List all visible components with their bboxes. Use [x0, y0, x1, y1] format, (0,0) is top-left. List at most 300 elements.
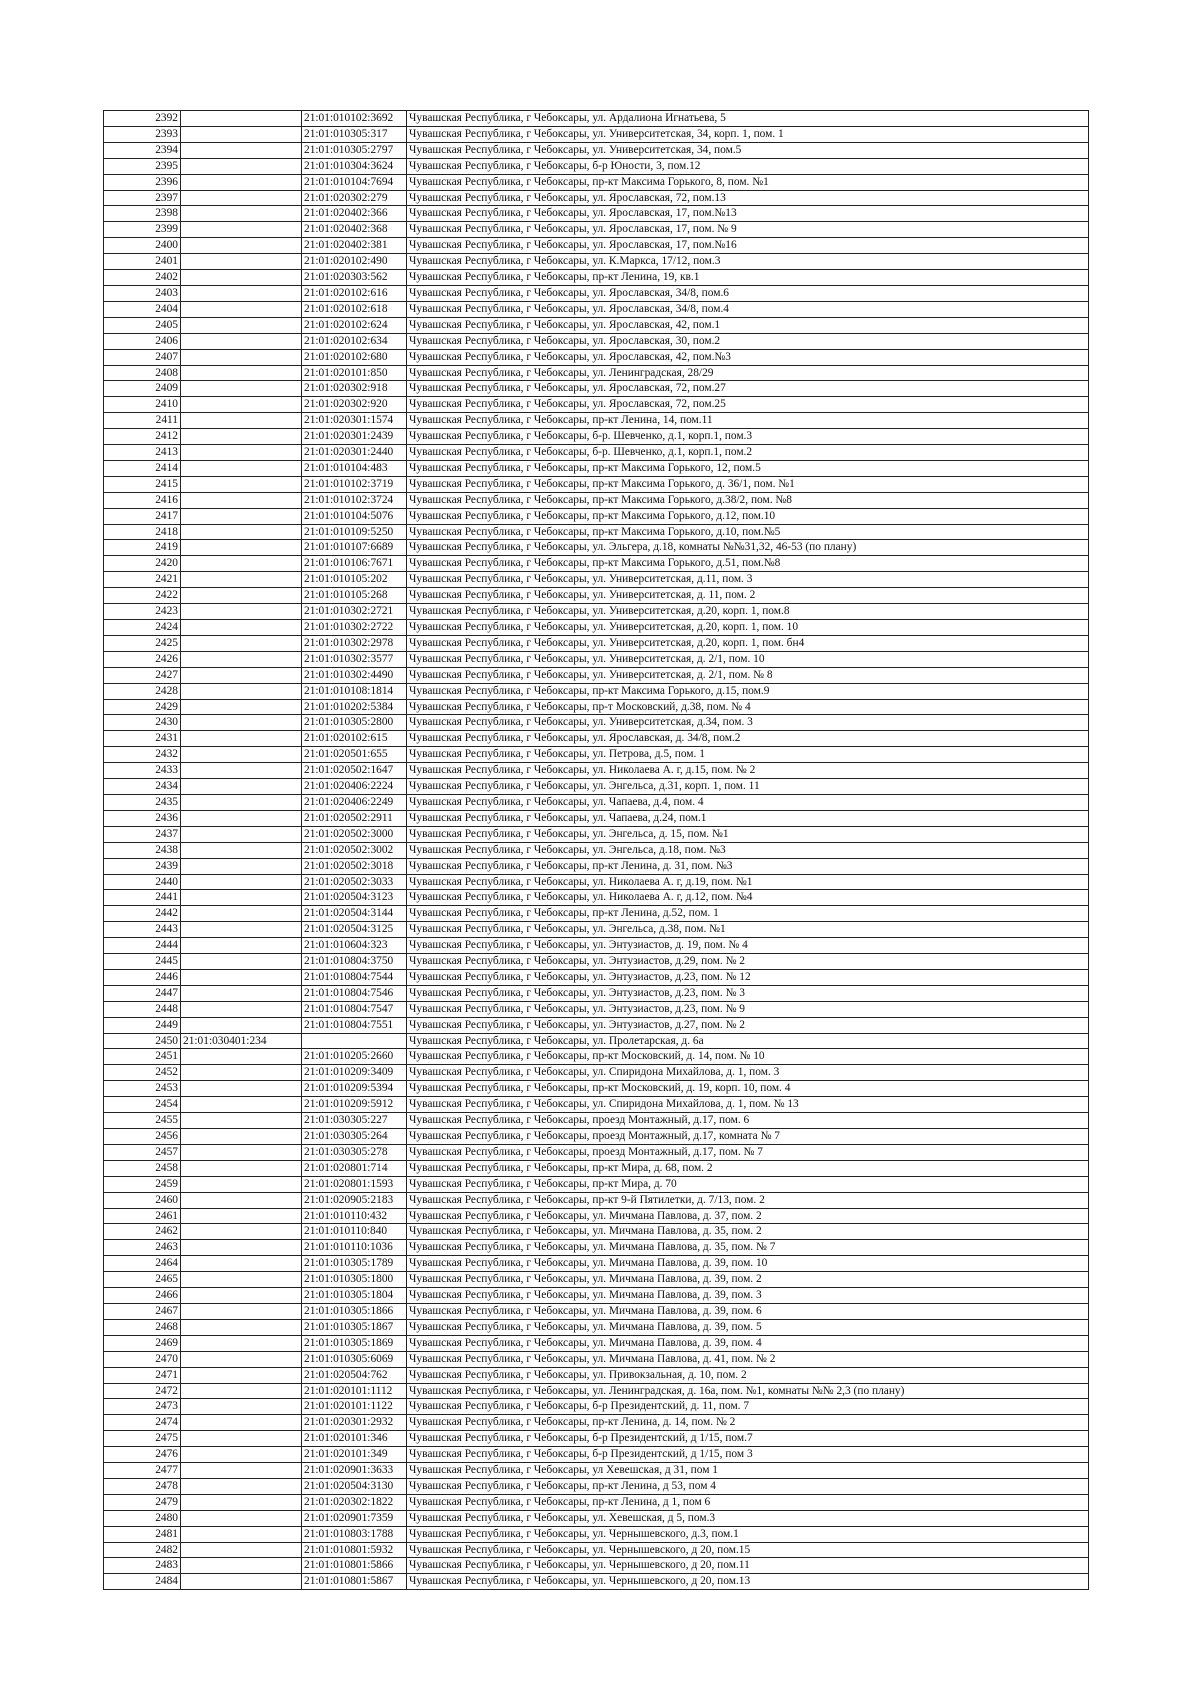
premises-cadastral-number-cell: 21:01:020504:3123	[302, 890, 407, 906]
table-row	[104, 604, 1089, 620]
address-cell: Чувашская Республика, г Чебоксары, ул. Ярославская, 17, пом.№16	[407, 238, 1089, 254]
premises-cadastral-number-cell: 21:01:010209:3409	[302, 1065, 407, 1081]
row-number-cell: 2420	[104, 556, 181, 572]
row-number-cell: 2415	[104, 476, 181, 492]
premises-cadastral-number-cell: 21:01:020502:3033	[302, 874, 407, 890]
table-row	[104, 683, 1089, 699]
table-row	[104, 317, 1089, 333]
table-row	[104, 1192, 1089, 1208]
table-row	[104, 1367, 1089, 1383]
premises-cadastral-number-cell: 21:01:020102:618	[302, 301, 407, 317]
row-number-cell: 2472	[104, 1383, 181, 1399]
row-number-cell: 2447	[104, 985, 181, 1001]
table-row	[104, 572, 1089, 588]
row-number-cell: 2402	[104, 270, 181, 286]
premises-cadastral-number-cell: 21:01:020502:3018	[302, 858, 407, 874]
premises-cadastral-number-cell: 21:01:010102:3724	[302, 492, 407, 508]
premises-cadastral-number-cell: 21:01:010104:7694	[302, 174, 407, 190]
premises-cadastral-number-cell: 21:01:020301:1574	[302, 413, 407, 429]
address-cell: Чувашская Республика, г Чебоксары, ул. Энтузиастов, д.23, пом. № 12	[407, 969, 1089, 985]
building-cadastral-number-cell	[181, 508, 302, 524]
address-cell: Чувашская Республика, г Чебоксары, ул. Мичмана Павлова, д. 39, пом. 10	[407, 1256, 1089, 1272]
building-cadastral-number-cell	[181, 540, 302, 556]
table-row	[104, 1510, 1089, 1526]
premises-cadastral-number-cell: 21:01:010305:2800	[302, 715, 407, 731]
premises-cadastral-number-cell: 21:01:010604:323	[302, 938, 407, 954]
table-row	[104, 842, 1089, 858]
table-row	[104, 1447, 1089, 1463]
building-cadastral-number-cell	[181, 1399, 302, 1415]
premises-cadastral-number-cell: 21:01:010302:4490	[302, 667, 407, 683]
premises-cadastral-number-cell: 21:01:020502:1647	[302, 763, 407, 779]
building-cadastral-number-cell	[181, 635, 302, 651]
premises-cadastral-number-cell: 21:01:020905:2183	[302, 1192, 407, 1208]
row-number-cell: 2411	[104, 413, 181, 429]
row-number-cell: 2448	[104, 1001, 181, 1017]
row-number-cell: 2405	[104, 317, 181, 333]
building-cadastral-number-cell	[181, 365, 302, 381]
table-row	[104, 969, 1089, 985]
address-cell: Чувашская Республика, г Чебоксары, ул. Спиридона Михайлова, д. 1, пом. № 13	[407, 1097, 1089, 1113]
building-cadastral-number-cell	[181, 1510, 302, 1526]
table-row	[104, 1208, 1089, 1224]
table-row	[104, 1176, 1089, 1192]
address-cell: Чувашская Республика, г Чебоксары, пр-кт Максима Горького, д.12, пом.10	[407, 508, 1089, 524]
premises-cadastral-number-cell: 21:01:010108:1814	[302, 683, 407, 699]
table-row	[104, 142, 1089, 158]
address-cell: Чувашская Республика, г Чебоксары, ул. Чернышевского, д.3, пом.1	[407, 1526, 1089, 1542]
table-row	[104, 508, 1089, 524]
table-row	[104, 413, 1089, 429]
address-cell: Чувашская Республика, г Чебоксары, б-р Президентский, д 1/15, пом.7	[407, 1431, 1089, 1447]
row-number-cell: 2436	[104, 810, 181, 826]
building-cadastral-number-cell	[181, 699, 302, 715]
address-cell: Чувашская Республика, г Чебоксары, ул. Спиридона Михайлова, д. 1, пом. 3	[407, 1065, 1089, 1081]
address-cell: Чувашская Республика, г Чебоксары, ул. Петрова, д.5, пом. 1	[407, 747, 1089, 763]
building-cadastral-number-cell	[181, 1383, 302, 1399]
address-cell: Чувашская Республика, г Чебоксары, ул. Чернышевского, д 20, пом.11	[407, 1558, 1089, 1574]
premises-cadastral-number-cell: 21:01:020901:7359	[302, 1510, 407, 1526]
premises-cadastral-number-cell: 21:01:010801:5866	[302, 1558, 407, 1574]
building-cadastral-number-cell	[181, 620, 302, 636]
premises-cadastral-number-cell: 21:01:030305:227	[302, 1113, 407, 1129]
row-number-cell: 2409	[104, 381, 181, 397]
premises-cadastral-number-cell: 21:01:020102:680	[302, 349, 407, 365]
row-number-cell: 2470	[104, 1351, 181, 1367]
row-number-cell: 2474	[104, 1415, 181, 1431]
premises-cadastral-number-cell: 21:01:010305:1869	[302, 1335, 407, 1351]
premises-cadastral-number-cell: 21:01:010209:5394	[302, 1081, 407, 1097]
building-cadastral-number-cell	[181, 683, 302, 699]
row-number-cell: 2396	[104, 174, 181, 190]
address-cell: Чувашская Республика, г Чебоксары, пр-кт Максима Горького, д.10, пом.№5	[407, 524, 1089, 540]
table-row	[104, 1383, 1089, 1399]
building-cadastral-number-cell	[181, 1017, 302, 1033]
table-row	[104, 1065, 1089, 1081]
address-cell: Чувашская Республика, г Чебоксары, пр-кт Московский, д. 14, пом. № 10	[407, 1049, 1089, 1065]
address-cell: Чувашская Республика, г Чебоксары, пр-кт Максима Горького, д.38/2, пом. №8	[407, 492, 1089, 508]
premises-cadastral-number-cell: 21:01:020901:3633	[302, 1463, 407, 1479]
row-number-cell: 2424	[104, 620, 181, 636]
table-row	[104, 1224, 1089, 1240]
address-cell: Чувашская Республика, г Чебоксары, ул. Привокзальная, д. 10, пом. 2	[407, 1367, 1089, 1383]
premises-cadastral-number-cell: 21:01:010105:268	[302, 588, 407, 604]
address-cell: Чувашская Республика, г Чебоксары, пр-кт Максима Горького, д. 36/1, пом. №1	[407, 476, 1089, 492]
table-row	[104, 985, 1089, 1001]
address-cell: Чувашская Республика, г Чебоксары, ул. Мичмана Павлова, д. 41, пом. № 2	[407, 1351, 1089, 1367]
address-cell: Чувашская Республика, г Чебоксары, ул. Университетская, д. 2/1, пом. № 8	[407, 667, 1089, 683]
table-row	[104, 556, 1089, 572]
row-number-cell: 2407	[104, 349, 181, 365]
building-cadastral-number-cell	[181, 1319, 302, 1335]
table-row	[104, 1001, 1089, 1017]
building-cadastral-number-cell	[181, 111, 302, 127]
row-number-cell: 2406	[104, 333, 181, 349]
table-row	[104, 1256, 1089, 1272]
address-cell: Чувашская Республика, г Чебоксары, ул. Университетская, д.34, пом. 3	[407, 715, 1089, 731]
address-cell: Чувашская Республика, г Чебоксары, б-р Юности, 3, пом.12	[407, 158, 1089, 174]
building-cadastral-number-cell	[181, 1113, 302, 1129]
premises-cadastral-number-cell: 21:01:020102:615	[302, 731, 407, 747]
address-cell: Чувашская Республика, г Чебоксары, ул. Энтузиастов, д.29, пом. № 2	[407, 954, 1089, 970]
building-cadastral-number-cell	[181, 890, 302, 906]
row-number-cell: 2429	[104, 699, 181, 715]
table-row	[104, 1558, 1089, 1574]
building-cadastral-number-cell	[181, 460, 302, 476]
table-row	[104, 1272, 1089, 1288]
table-row	[104, 492, 1089, 508]
building-cadastral-number-cell	[181, 270, 302, 286]
table-row	[104, 158, 1089, 174]
building-cadastral-number-cell	[181, 938, 302, 954]
address-cell: Чувашская Республика, г Чебоксары, ул. Мичмана Павлова, д. 35, пом. 2	[407, 1224, 1089, 1240]
building-cadastral-number-cell	[181, 826, 302, 842]
premises-cadastral-number-cell: 21:01:020302:279	[302, 190, 407, 206]
premises-cadastral-number-cell: 21:01:010803:1788	[302, 1526, 407, 1542]
row-number-cell: 2425	[104, 635, 181, 651]
building-cadastral-number-cell	[181, 1431, 302, 1447]
row-number-cell: 2480	[104, 1510, 181, 1526]
building-cadastral-number-cell	[181, 254, 302, 270]
table-row	[104, 763, 1089, 779]
building-cadastral-number-cell	[181, 1144, 302, 1160]
building-cadastral-number-cell	[181, 715, 302, 731]
row-number-cell: 2439	[104, 858, 181, 874]
table-row	[104, 810, 1089, 826]
premises-cadastral-number-cell: 21:01:010804:7547	[302, 1001, 407, 1017]
premises-cadastral-number-cell: 21:01:020102:616	[302, 285, 407, 301]
premises-cadastral-number-cell: 21:01:020101:850	[302, 365, 407, 381]
table-row	[104, 126, 1089, 142]
address-cell: Чувашская Республика, г Чебоксары, ул. Николаева А. г, д.19, пом. №1	[407, 874, 1089, 890]
table-row	[104, 874, 1089, 890]
premises-cadastral-number-cell: 21:01:010105:202	[302, 572, 407, 588]
address-cell: Чувашская Республика, г Чебоксары, ул. Чернышевского, д 20, пом.15	[407, 1542, 1089, 1558]
row-number-cell: 2455	[104, 1113, 181, 1129]
row-number-cell: 2414	[104, 460, 181, 476]
address-cell: Чувашская Республика, г Чебоксары, пр-кт Максима Горького, д.15, пом.9	[407, 683, 1089, 699]
address-cell: Чувашская Республика, г Чебоксары, ул. Университетская, д.20, корп. 1, пом. бн4	[407, 635, 1089, 651]
address-cell: Чувашская Республика, г Чебоксары, ул. Николаева А. г, д.12, пом. №4	[407, 890, 1089, 906]
table-row	[104, 588, 1089, 604]
building-cadastral-number-cell	[181, 206, 302, 222]
premises-cadastral-number-cell: 21:01:010110:432	[302, 1208, 407, 1224]
row-number-cell: 2413	[104, 445, 181, 461]
row-number-cell: 2475	[104, 1431, 181, 1447]
premises-cadastral-number-cell: 21:01:010305:1789	[302, 1256, 407, 1272]
row-number-cell: 2426	[104, 651, 181, 667]
premises-cadastral-number-cell: 21:01:020302:920	[302, 397, 407, 413]
row-number-cell: 2404	[104, 301, 181, 317]
premises-cadastral-number-cell: 21:01:020101:1112	[302, 1383, 407, 1399]
row-number-cell: 2446	[104, 969, 181, 985]
building-cadastral-number-cell	[181, 1272, 302, 1288]
row-number-cell: 2459	[104, 1176, 181, 1192]
building-cadastral-number-cell	[181, 381, 302, 397]
building-cadastral-number-cell	[181, 1574, 302, 1590]
row-number-cell: 2454	[104, 1097, 181, 1113]
building-cadastral-number-cell: 21:01:030401:234	[181, 1033, 302, 1049]
address-cell: Чувашская Республика, г Чебоксары, проезд Монтажный, д.17, пом. № 7	[407, 1144, 1089, 1160]
row-number-cell: 2481	[104, 1526, 181, 1542]
table-row	[104, 524, 1089, 540]
row-number-cell: 2482	[104, 1542, 181, 1558]
building-cadastral-number-cell	[181, 333, 302, 349]
row-number-cell: 2440	[104, 874, 181, 890]
row-number-cell: 2449	[104, 1017, 181, 1033]
building-cadastral-number-cell	[181, 301, 302, 317]
table-row	[104, 238, 1089, 254]
address-cell: Чувашская Республика, г Чебоксары, пр-кт Максима Горького, 8, пом. №1	[407, 174, 1089, 190]
table-row	[104, 1049, 1089, 1065]
premises-cadastral-number-cell: 21:01:010305:1804	[302, 1288, 407, 1304]
row-number-cell: 2419	[104, 540, 181, 556]
row-number-cell: 2395	[104, 158, 181, 174]
row-number-cell: 2392	[104, 111, 181, 127]
address-cell: Чувашская Республика, г Чебоксары, пр-кт Максима Горького, 12, пом.5	[407, 460, 1089, 476]
premises-cadastral-number-cell: 21:01:020101:349	[302, 1447, 407, 1463]
premises-cadastral-number-cell: 21:01:010304:3624	[302, 158, 407, 174]
address-cell: Чувашская Республика, г Чебоксары, ул. Чапаева, д.24, пом.1	[407, 810, 1089, 826]
building-cadastral-number-cell	[181, 842, 302, 858]
table-row	[104, 301, 1089, 317]
row-number-cell: 2434	[104, 779, 181, 795]
building-cadastral-number-cell	[181, 1129, 302, 1145]
building-cadastral-number-cell	[181, 604, 302, 620]
address-cell: Чувашская Республика, г Чебоксары, пр-кт Ленина, 14, пом.11	[407, 413, 1089, 429]
building-cadastral-number-cell	[181, 349, 302, 365]
building-cadastral-number-cell	[181, 1478, 302, 1494]
building-cadastral-number-cell	[181, 874, 302, 890]
table-row	[104, 397, 1089, 413]
premises-cadastral-number-cell: 21:01:010804:7551	[302, 1017, 407, 1033]
row-number-cell: 2468	[104, 1319, 181, 1335]
premises-cadastral-number-cell: 21:01:020301:2932	[302, 1415, 407, 1431]
address-cell: Чувашская Республика, г Чебоксары, ул Хевешская, д 31, пом 1	[407, 1463, 1089, 1479]
address-cell: Чувашская Республика, г Чебоксары, проезд Монтажный, д.17, комната № 7	[407, 1129, 1089, 1145]
address-cell: Чувашская Республика, г Чебоксары, проезд Монтажный, д.17, пом. 6	[407, 1113, 1089, 1129]
table-row	[104, 1160, 1089, 1176]
table-row	[104, 906, 1089, 922]
row-number-cell: 2398	[104, 206, 181, 222]
address-cell: Чувашская Республика, г Чебоксары, ул. Ярославская, 17, пом. № 9	[407, 222, 1089, 238]
building-cadastral-number-cell	[181, 285, 302, 301]
building-cadastral-number-cell	[181, 1447, 302, 1463]
premises-cadastral-number-cell: 21:01:020302:918	[302, 381, 407, 397]
registry-table-body	[104, 111, 1089, 1590]
building-cadastral-number-cell	[181, 1415, 302, 1431]
premises-cadastral-number-cell: 21:01:010302:2722	[302, 620, 407, 636]
row-number-cell: 2464	[104, 1256, 181, 1272]
row-number-cell: 2418	[104, 524, 181, 540]
table-row	[104, 460, 1089, 476]
premises-cadastral-number-cell: 21:01:020504:3144	[302, 906, 407, 922]
row-number-cell: 2469	[104, 1335, 181, 1351]
row-number-cell: 2410	[104, 397, 181, 413]
building-cadastral-number-cell	[181, 779, 302, 795]
address-cell: Чувашская Республика, г Чебоксары, пр-т Московский, д.38, пом. № 4	[407, 699, 1089, 715]
premises-cadastral-number-cell: 21:01:030305:264	[302, 1129, 407, 1145]
row-number-cell: 2450	[104, 1033, 181, 1049]
address-cell: Чувашская Республика, г Чебоксары, ул. Энтузиастов, д.23, пом. № 9	[407, 1001, 1089, 1017]
table-row	[104, 938, 1089, 954]
address-cell: Чувашская Республика, г Чебоксары, ул. Энгельса, д. 15, пом. №1	[407, 826, 1089, 842]
building-cadastral-number-cell	[181, 524, 302, 540]
building-cadastral-number-cell	[181, 397, 302, 413]
building-cadastral-number-cell	[181, 1256, 302, 1272]
table-row	[104, 1303, 1089, 1319]
building-cadastral-number-cell	[181, 810, 302, 826]
address-cell: Чувашская Республика, г Чебоксары, пр-кт Московский, д. 19, корп. 10, пом. 4	[407, 1081, 1089, 1097]
row-number-cell: 2423	[104, 604, 181, 620]
building-cadastral-number-cell	[181, 1049, 302, 1065]
table-row	[104, 1335, 1089, 1351]
address-cell: Чувашская Республика, г Чебоксары, ул. Мичмана Павлова, д. 37, пом. 2	[407, 1208, 1089, 1224]
premises-cadastral-number-cell: 21:01:010804:3750	[302, 954, 407, 970]
premises-cadastral-number-cell: 21:01:010305:1800	[302, 1272, 407, 1288]
building-cadastral-number-cell	[181, 429, 302, 445]
address-cell: Чувашская Республика, г Чебоксары, б-р. Шевченко, д.1, корп.1, пом.3	[407, 429, 1089, 445]
table-row	[104, 1240, 1089, 1256]
premises-cadastral-number-cell: 21:01:020301:2439	[302, 429, 407, 445]
row-number-cell: 2442	[104, 906, 181, 922]
premises-cadastral-number-cell: 21:01:010109:5250	[302, 524, 407, 540]
building-cadastral-number-cell	[181, 1001, 302, 1017]
address-cell: Чувашская Республика, г Чебоксары, пр-кт Мира, д. 70	[407, 1176, 1089, 1192]
row-number-cell: 2453	[104, 1081, 181, 1097]
building-cadastral-number-cell	[181, 954, 302, 970]
table-row	[104, 1351, 1089, 1367]
premises-cadastral-number-cell: 21:01:010302:2721	[302, 604, 407, 620]
premises-cadastral-number-cell: 21:01:010804:7544	[302, 969, 407, 985]
address-cell: Чувашская Республика, г Чебоксары, ул. Мичмана Павлова, д. 39, пом. 5	[407, 1319, 1089, 1335]
table-row	[104, 190, 1089, 206]
table-row	[104, 699, 1089, 715]
row-number-cell: 2463	[104, 1240, 181, 1256]
row-number-cell: 2484	[104, 1574, 181, 1590]
address-cell: Чувашская Республика, г Чебоксары, б-р. Шевченко, д.1, корп.1, пом.2	[407, 445, 1089, 461]
row-number-cell: 2477	[104, 1463, 181, 1479]
building-cadastral-number-cell	[181, 1463, 302, 1479]
address-cell: Чувашская Республика, г Чебоксары, ул. Энтузиастов, д.27, пом. № 2	[407, 1017, 1089, 1033]
table-row	[104, 858, 1089, 874]
table-row	[104, 954, 1089, 970]
address-cell: Чувашская Республика, г Чебоксары, ул. Университетская, 34, корп. 1, пом. 1	[407, 126, 1089, 142]
premises-cadastral-number-cell: 21:01:020102:490	[302, 254, 407, 270]
row-number-cell: 2452	[104, 1065, 181, 1081]
premises-cadastral-number-cell: 21:01:020303:562	[302, 270, 407, 286]
row-number-cell: 2435	[104, 794, 181, 810]
building-cadastral-number-cell	[181, 492, 302, 508]
address-cell: Чувашская Республика, г Чебоксары, ул. Ленинградская, д. 16а, пом. №1, комнаты №№ 2,3 (по плану)	[407, 1383, 1089, 1399]
premises-cadastral-number-cell: 21:01:020502:2911	[302, 810, 407, 826]
building-cadastral-number-cell	[181, 1192, 302, 1208]
premises-cadastral-number-cell: 21:01:010305:1867	[302, 1319, 407, 1335]
premises-cadastral-number-cell: 21:01:010305:6069	[302, 1351, 407, 1367]
premises-cadastral-number-cell: 21:01:010202:5384	[302, 699, 407, 715]
building-cadastral-number-cell	[181, 190, 302, 206]
building-cadastral-number-cell	[181, 317, 302, 333]
premises-cadastral-number-cell: 21:01:010104:5076	[302, 508, 407, 524]
building-cadastral-number-cell	[181, 1097, 302, 1113]
premises-cadastral-number-cell: 21:01:020504:3130	[302, 1478, 407, 1494]
address-cell: Чувашская Республика, г Чебоксары, пр-кт Ленина, 19, кв.1	[407, 270, 1089, 286]
address-cell: Чувашская Республика, г Чебоксары, ул. Ленинградская, 28/29	[407, 365, 1089, 381]
table-row	[104, 651, 1089, 667]
row-number-cell: 2428	[104, 683, 181, 699]
row-number-cell: 2393	[104, 126, 181, 142]
building-cadastral-number-cell	[181, 1240, 302, 1256]
table-row	[104, 620, 1089, 636]
address-cell: Чувашская Республика, г Чебоксары, ул. Мичмана Павлова, д. 35, пом. № 7	[407, 1240, 1089, 1256]
row-number-cell: 2403	[104, 285, 181, 301]
address-cell: Чувашская Республика, г Чебоксары, ул. Чернышевского, д 20, пом.13	[407, 1574, 1089, 1590]
address-cell: Чувашская Республика, г Чебоксары, ул. Ярославская, 72, пом.13	[407, 190, 1089, 206]
table-row	[104, 445, 1089, 461]
row-number-cell: 2461	[104, 1208, 181, 1224]
row-number-cell: 2451	[104, 1049, 181, 1065]
premises-cadastral-number-cell: 21:01:020504:762	[302, 1367, 407, 1383]
address-cell: Чувашская Республика, г Чебоксары, ул. Университетская, д.20, корп. 1, пом.8	[407, 604, 1089, 620]
premises-cadastral-number-cell	[302, 1033, 407, 1049]
table-row	[104, 635, 1089, 651]
row-number-cell: 2438	[104, 842, 181, 858]
premises-cadastral-number-cell: 21:01:020801:714	[302, 1160, 407, 1176]
row-number-cell: 2441	[104, 890, 181, 906]
row-number-cell: 2417	[104, 508, 181, 524]
address-cell: Чувашская Республика, г Чебоксары, ул. Ярославская, 30, пом.2	[407, 333, 1089, 349]
address-cell: Чувашская Республика, г Чебоксары, ул. Ярославская, 34/8, пом.6	[407, 285, 1089, 301]
table-row	[104, 1017, 1089, 1033]
table-row	[104, 222, 1089, 238]
address-cell: Чувашская Республика, г Чебоксары, ул. Хевешская, д 5, пом.3	[407, 1510, 1089, 1526]
premises-cadastral-number-cell: 21:01:020101:346	[302, 1431, 407, 1447]
row-number-cell: 2430	[104, 715, 181, 731]
premises-cadastral-number-cell: 21:01:020504:3125	[302, 922, 407, 938]
address-cell: Чувашская Республика, г Чебоксары, ул. Чапаева, д.4, пом. 4	[407, 794, 1089, 810]
table-row	[104, 890, 1089, 906]
table-row	[104, 1463, 1089, 1479]
row-number-cell: 2444	[104, 938, 181, 954]
row-number-cell: 2427	[104, 667, 181, 683]
address-cell: Чувашская Республика, г Чебоксары, ул. Энгельса, д.38, пом. №1	[407, 922, 1089, 938]
building-cadastral-number-cell	[181, 476, 302, 492]
address-cell: Чувашская Республика, г Чебоксары, ул. Университетская, д. 2/1, пом. 10	[407, 651, 1089, 667]
address-cell: Чувашская Республика, г Чебоксары, ул. К.Маркса, 17/12, пом.3	[407, 254, 1089, 270]
premises-cadastral-number-cell: 21:01:010305:2797	[302, 142, 407, 158]
address-cell: Чувашская Республика, г Чебоксары, б-р Президентский, д 1/15, пом 3	[407, 1447, 1089, 1463]
address-cell: Чувашская Республика, г Чебоксары, пр-кт Максима Горького, д.51, пом.№8	[407, 556, 1089, 572]
